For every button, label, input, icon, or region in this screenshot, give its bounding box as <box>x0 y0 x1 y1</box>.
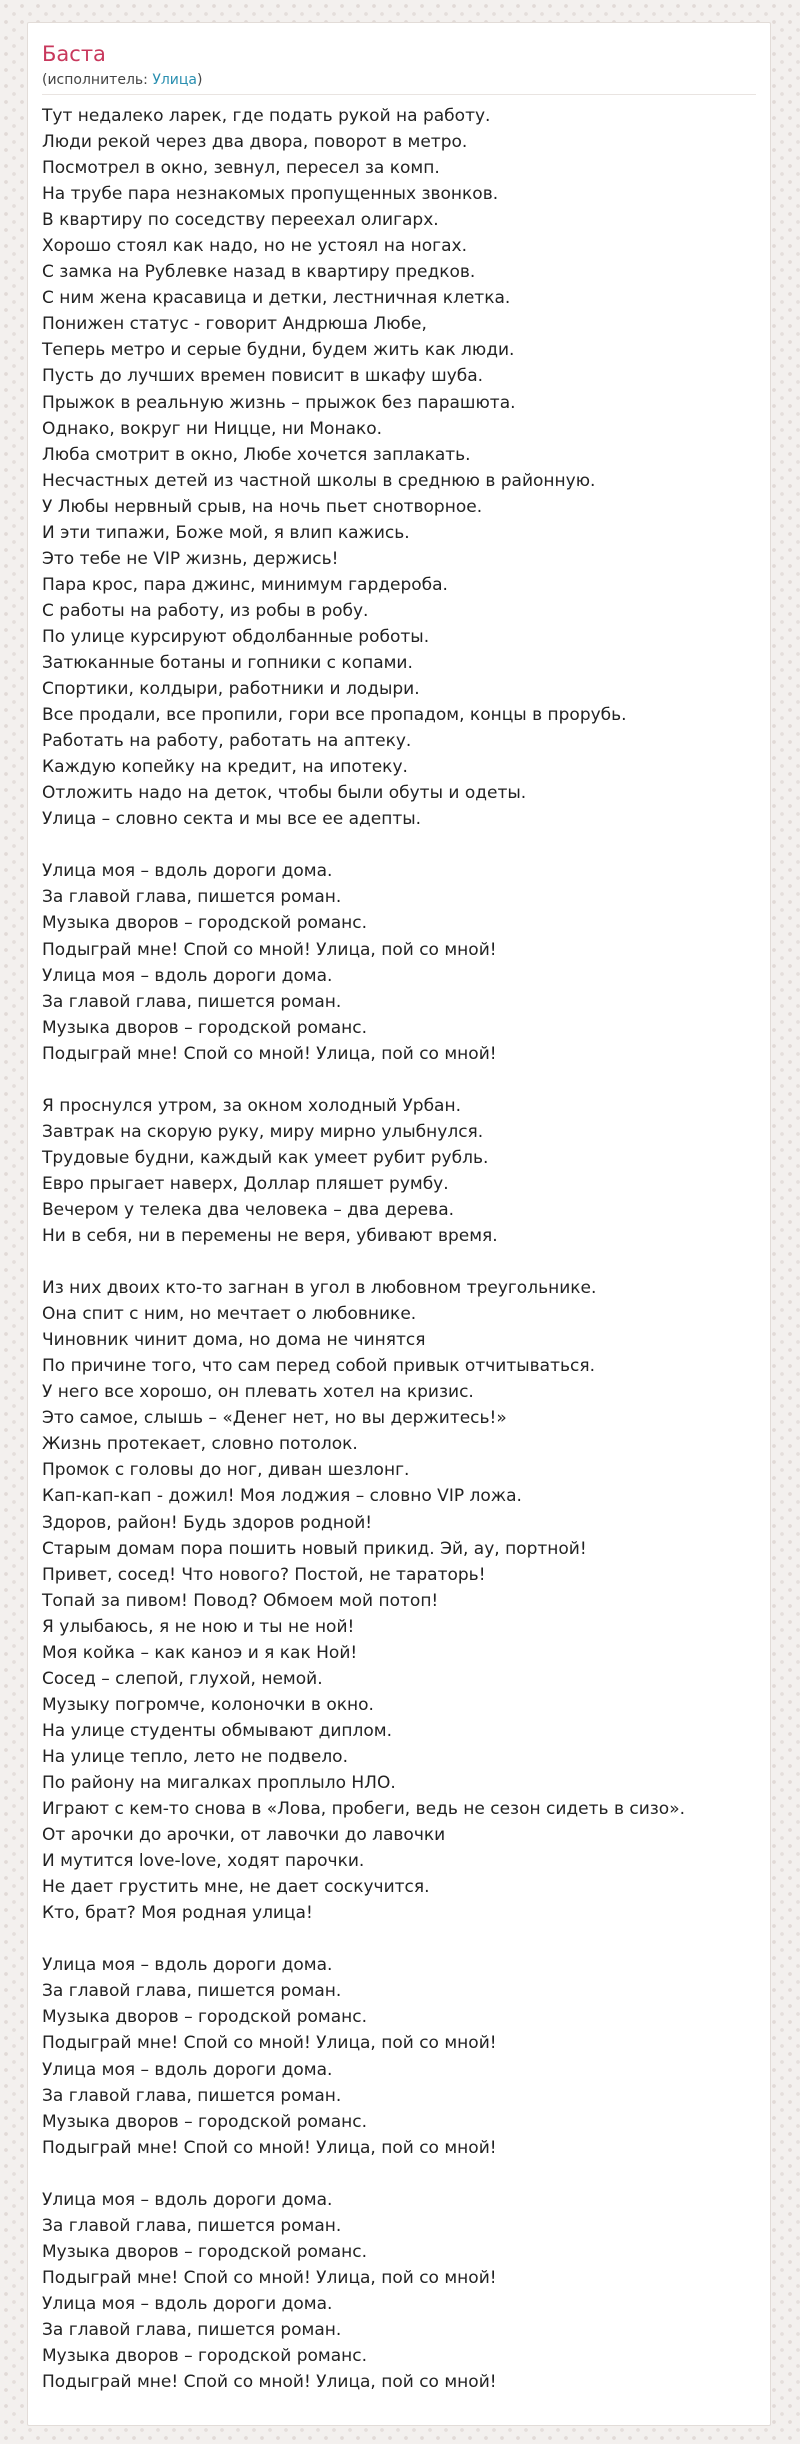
lyrics-line: Подыграй мне! Спой со мной! Улица, пой со мной! <box>42 1043 497 1064</box>
lyrics-line: Несчастных детей из частной школы в среднюю в районную. <box>42 470 596 491</box>
lyrics-line: Играют с кем-то снова в «Лова, пробеги, ведь не сезон сидеть в сизо». <box>42 1799 686 1820</box>
lyrics-line: Музыка дворов – городской романс. <box>42 2007 368 2028</box>
lyrics-line: Чиновник чинит дома, но дома не чинятся <box>42 1330 426 1351</box>
lyrics-line: Старым домам пора пошить новый прикид. Эй, ау, портной! <box>42 1538 587 1559</box>
lyrics-line <box>42 1926 756 1952</box>
lyrics-line: Подыграй мне! Спой со мной! Улица, пой со мной! <box>42 2033 497 2054</box>
lyrics-line: Однако, вокруг ни Ницце, ни Монако. <box>42 418 383 439</box>
lyrics-line <box>42 1067 756 1093</box>
lyrics-line: На улице тепло, лето не подвело. <box>42 1746 348 1767</box>
lyrics-line: За главой глава, пишется роман. <box>42 991 342 1012</box>
lyrics-line: Моя койка – как каноэ и я как Ной! <box>42 1642 358 1663</box>
lyrics-line: Музыка дворов – городской романс. <box>42 1017 368 1038</box>
lyrics-line: Улица моя – вдоль дороги дома. <box>42 861 333 882</box>
lyrics-line: От арочки до арочки, от лавочки до лавочки <box>42 1825 446 1846</box>
lyrics-line: Каждую копейку на кредит, на ипотеку. <box>42 757 408 778</box>
lyrics-line: Ни в себя, ни в перемены не веря, убивают время. <box>42 1226 498 1247</box>
lyrics-line: Здоров, район! Будь здоров родной! <box>42 1512 373 1533</box>
lyrics-line: Прыжок в реальную жизнь – прыжок без парашюта. <box>42 392 516 413</box>
lyrics-line: Люба смотрит в окно, Любе хочется заплакать. <box>42 444 471 465</box>
lyrics-line: За главой глава, пишется роман. <box>42 2085 342 2106</box>
lyrics-card <box>27 22 771 2426</box>
artist-line <box>42 71 756 89</box>
lyrics-line: Подыграй мне! Спой со мной! Улица, пой со мной! <box>42 2267 497 2288</box>
artist-suffix: ) <box>197 72 203 88</box>
lyrics-line: Улица моя – вдоль дороги дома. <box>42 1955 333 1976</box>
lyrics-line: Музыка дворов – городской романс. <box>42 2346 368 2367</box>
lyrics-line: Работать на работу, работать на аптеку. <box>42 731 412 752</box>
lyrics-line: Понижен статус - говорит Андрюша Любе, <box>42 314 427 335</box>
lyrics-line: Пара крос, пара джинс, минимум гардероба. <box>42 574 448 595</box>
lyrics-line: Она спит с ним, но мечтает о любовнике. <box>42 1304 417 1325</box>
lyrics-text <box>42 103 756 2395</box>
lyrics-line: За главой глава, пишется роман. <box>42 2319 342 2340</box>
lyrics-line: Спортики, колдыри, работники и лодыри. <box>42 679 420 700</box>
lyrics-line: Евро прыгает наверх, Доллар пляшет румбу. <box>42 1173 449 1194</box>
lyrics-line: Посмотрел в окно, зевнул, пересел за комп. <box>42 158 440 179</box>
lyrics-line: Улица – словно секта и мы все ее адепты. <box>42 809 422 830</box>
lyrics-line: Улица моя – вдоль дороги дома. <box>42 2293 333 2314</box>
lyrics-line: Улица моя – вдоль дороги дома. <box>42 2059 333 2080</box>
lyrics-line: Кто, брат? Моя родная улица! <box>42 1903 313 1924</box>
lyrics-line: Это тебе не VIP жизнь, держись! <box>42 548 339 569</box>
lyrics-line: Затюканные ботаны и гопники с копами. <box>42 652 413 673</box>
lyrics-line: Это самое, слышь – «Денег нет, но вы держитесь!» <box>42 1408 507 1429</box>
lyrics-line: Топай за пивом! Повод? Обмоем мой потоп! <box>42 1590 439 1611</box>
lyrics-line: И мутится love-love, ходят парочки. <box>42 1851 365 1872</box>
lyrics-line: Все продали, все пропили, гори все пропадом, концы в прорубь. <box>42 705 627 726</box>
lyrics-line: Трудовые будни, каждый как умеет рубит рубль. <box>42 1147 489 1168</box>
lyrics-line: С замка на Рублевке назад в квартиру предков. <box>42 262 476 283</box>
lyrics-line <box>42 1249 756 1275</box>
lyrics-line: Музыка дворов – городской романс. <box>42 913 368 934</box>
lyrics-line: Улица моя – вдоль дороги дома. <box>42 965 333 986</box>
lyrics-line: На улице студенты обмывают диплом. <box>42 1720 392 1741</box>
lyrics-line: Теперь метро и серые будни, будем жить как люди. <box>42 340 515 361</box>
lyrics-line: С ним жена красавица и детки, лестничная клетка. <box>42 288 511 309</box>
lyrics-line: Улица моя – вдоль дороги дома. <box>42 2189 333 2210</box>
lyrics-line: За главой глава, пишется роман. <box>42 2215 342 2236</box>
lyrics-line: И эти типажи, Боже мой, я влип кажись. <box>42 522 410 543</box>
lyrics-line: За главой глава, пишется роман. <box>42 1981 342 2002</box>
lyrics-line: Кап-кап-кап - дожил! Моя лоджия – словно VIP ложа. <box>42 1486 522 1507</box>
lyrics-line: Промок с головы до ног, диван шезлонг. <box>42 1460 410 1481</box>
lyrics-line: С работы на работу, из робы в робу. <box>42 600 369 621</box>
lyrics-line: Люди рекой через два двора, поворот в метро. <box>42 132 468 153</box>
lyrics-line: Хорошо стоял как надо, но не устоял на ногах. <box>42 236 467 257</box>
lyrics-line: Музыка дворов – городской романс. <box>42 2241 368 2262</box>
lyrics-line: За главой глава, пишется роман. <box>42 887 342 908</box>
lyrics-line: Сосед – слепой, глухой, немой. <box>42 1668 323 1689</box>
lyrics-line: Не дает грустить мне, не дает соскучится. <box>42 1877 430 1898</box>
lyrics-line <box>42 2161 756 2187</box>
lyrics-line: Подыграй мне! Спой со мной! Улица, пой со мной! <box>42 2372 497 2393</box>
lyrics-line: Музыку погромче, колоночки в окно. <box>42 1694 374 1715</box>
lyrics-line: Отложить надо на деток, чтобы были обуты и одеты. <box>42 783 527 804</box>
lyrics-line <box>42 832 756 858</box>
lyrics-line: Завтрак на скорую руку, миру мирно улыбнулся. <box>42 1121 484 1142</box>
song-title: Баста <box>42 42 106 66</box>
lyrics-line: На трубе пара незнакомых пропущенных звонков. <box>42 184 499 205</box>
lyrics-line: Вечером у телека два человека – два дерева. <box>42 1199 455 1220</box>
lyrics-line: У него все хорошо, он плевать хотел на кризис. <box>42 1382 474 1403</box>
song-header <box>42 41 756 89</box>
lyrics-line: По району на мигалках проплыло НЛО. <box>42 1773 396 1793</box>
lyrics-line: По улице курсируют обдолбанные роботы. <box>42 626 430 647</box>
header-divider <box>42 94 756 95</box>
lyrics-line: Тут недалеко ларек, где подать рукой на работу. <box>42 106 491 126</box>
lyrics-line: Пусть до лучших времен повисит в шкафу шуба. <box>42 366 484 387</box>
lyrics-line: Я улыбаюсь, я не ною и ты не ной! <box>42 1616 355 1637</box>
artist-link[interactable]: Улица <box>152 72 197 88</box>
lyrics-line: Из них двоих кто-то загнан в угол в любовном треугольнике. <box>42 1278 597 1299</box>
artist-prefix: (исполнитель: <box>42 72 153 88</box>
lyrics-line: Подыграй мне! Спой со мной! Улица, пой со мной! <box>42 2137 497 2158</box>
lyrics-line: У Любы нервный срыв, на ночь пьет снотворное. <box>42 496 483 517</box>
lyrics-line: Привет, сосед! Что нового? Постой, не тараторь! <box>42 1564 486 1585</box>
lyrics-line: В квартиру по соседству переехал олигарх. <box>42 210 439 231</box>
lyrics-line: Жизнь протекает, словно потолок. <box>42 1434 358 1455</box>
lyrics-line: Подыграй мне! Спой со мной! Улица, пой со мной! <box>42 939 497 960</box>
lyrics-line: По причине того, что сам перед собой привык отчитываться. <box>42 1356 595 1377</box>
lyrics-line: Я проснулся утром, за окном холодный Урбан. <box>42 1095 461 1116</box>
lyrics-line: Музыка дворов – городской романс. <box>42 2111 368 2132</box>
